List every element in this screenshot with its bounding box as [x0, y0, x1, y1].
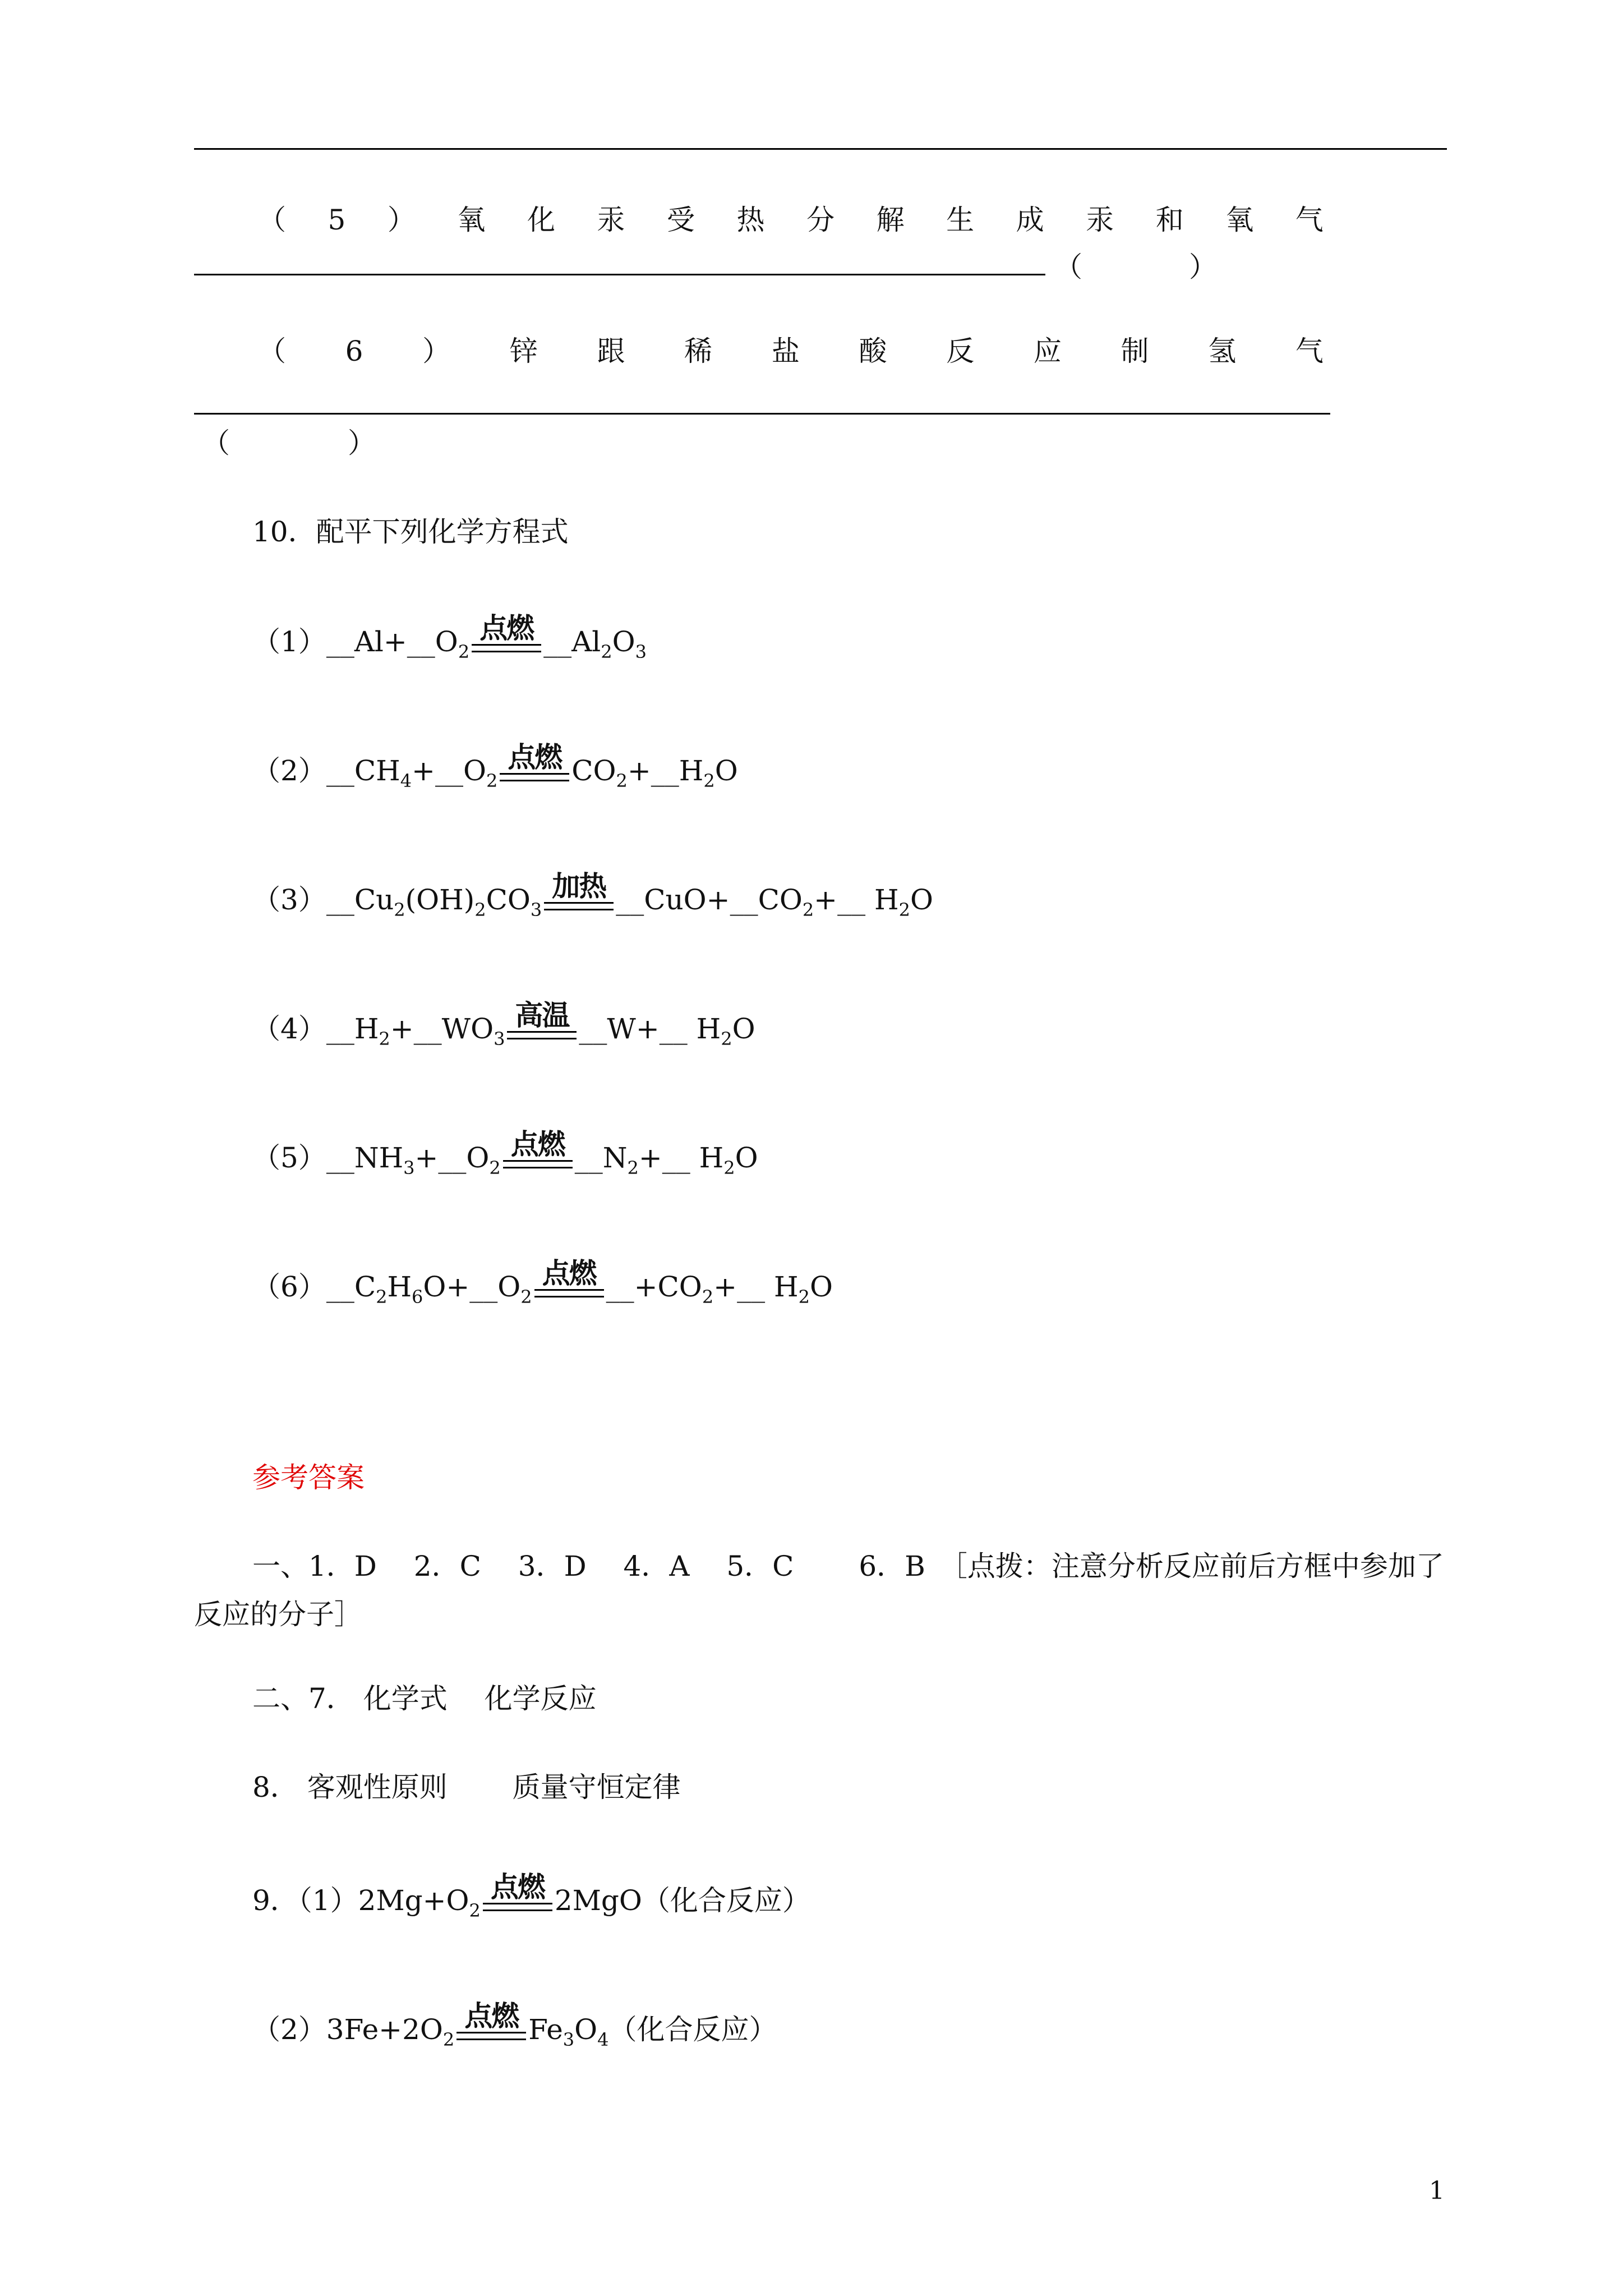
spread-char: 制	[1121, 335, 1149, 367]
reaction-condition: 点燃	[500, 764, 569, 798]
equation-row: $(3)\_\_Cu_2(OH)_2CO_3$ 加热 $\_\_CuO+\_\_CO_2+\_\_$ $H_2O$	[252, 883, 933, 927]
spread-char: 酸	[859, 335, 887, 367]
answers-q9-1: 9．$(1)2Mg+O_2$ 点燃 2MgO（化合反应）	[252, 1884, 810, 1927]
equation-row: $(4)\_\_H_2+\_\_WO_3$ 高温 __W+__ $H_2O$	[252, 1012, 755, 1056]
q9-item5-answer-line	[194, 274, 1045, 275]
spread-char: 分	[806, 204, 835, 236]
spread-char: 和	[1155, 204, 1184, 236]
spread-char: 跟	[597, 335, 625, 367]
answers-heading: 参考答案	[252, 1461, 365, 1494]
q9-item5-type-paren: （ ）	[1054, 251, 1217, 283]
reaction-condition: 点燃	[534, 1280, 604, 1314]
equation-row: $(6)\_\_C_2H_6O+\_\_O_2$ 点燃 $\_\_+CO_2+\_\_$ $H_2O$	[252, 1270, 833, 1314]
spread-char: 5	[328, 204, 346, 236]
reaction-condition: 点燃	[483, 1894, 552, 1927]
spread-char: 受	[667, 204, 695, 236]
answers-q8: 8． 客观性原则 质量守恒定律	[252, 1771, 681, 1803]
spread-char: （	[258, 204, 286, 236]
equation-row: $(1)\_\_Al+\_\_O_2$ 点燃 $\_\_Al_2O_3$	[252, 625, 647, 669]
spread-char: 汞	[597, 204, 625, 236]
reaction-condition: 加热	[544, 893, 614, 927]
spread-char: 气	[1295, 204, 1324, 236]
reaction-condition: 点燃	[503, 1151, 573, 1185]
answers-q9-2: $(2)3Fe+2O_2$ 点燃 $Fe_3O_4$（化合反应）	[252, 2013, 777, 2056]
answers-part1-line2: 反应的分子］	[194, 1598, 362, 1631]
q9-item6-text	[258, 334, 1324, 368]
page-number: 1	[1429, 2177, 1445, 2205]
answers-part1-line1: 一、1．D 2．C 3．D 4．A 5．C 6．B ［点拨：注意分析反应前后方框中参加了	[252, 1550, 1444, 1582]
spread-char: 稀	[684, 335, 713, 367]
top-rule	[194, 148, 1447, 150]
equation-row: $(2)\_\_CH_4+\_\_O_2$ 点燃 $CO_2+\_\_H_2O$	[252, 754, 738, 798]
equation-row: $(5)\_\_NH_3+\_\_O_2$ 点燃 $\_\_N_2+\_\_$ $H_2O$	[252, 1141, 758, 1185]
reaction-condition: 点燃	[457, 2023, 526, 2056]
q10-title: 10．配平下列化学方程式	[252, 516, 569, 548]
spread-char: 6	[345, 335, 363, 367]
spread-char: 盐	[771, 335, 800, 367]
reaction-condition: 高温	[507, 1022, 577, 1056]
spread-char: ）	[387, 204, 416, 236]
spread-char: 应	[1033, 335, 1062, 367]
spread-char: 锌	[509, 335, 538, 367]
spread-char: 反	[946, 335, 975, 367]
spread-char: 氢	[1208, 335, 1237, 367]
spread-char: 生	[946, 204, 975, 236]
answers-part2: 二、7． 化学式 化学反应	[252, 1682, 597, 1715]
spread-char: ）	[422, 335, 451, 367]
spread-char: 解	[876, 204, 905, 236]
spread-char: 气	[1295, 335, 1324, 367]
q9-item6-type-paren: （ ）	[202, 427, 376, 459]
reaction-condition: 点燃	[472, 635, 541, 669]
q9-item6-answer-line	[194, 413, 1330, 415]
spread-char: （	[258, 335, 286, 367]
spread-char: 氧	[457, 204, 486, 236]
spread-char: 热	[736, 204, 765, 236]
spread-char: 化	[527, 204, 555, 236]
spread-char: 氧	[1225, 204, 1254, 236]
q9-item5-text	[258, 203, 1324, 237]
spread-char: 成	[1016, 204, 1044, 236]
spread-char: 汞	[1086, 204, 1114, 236]
